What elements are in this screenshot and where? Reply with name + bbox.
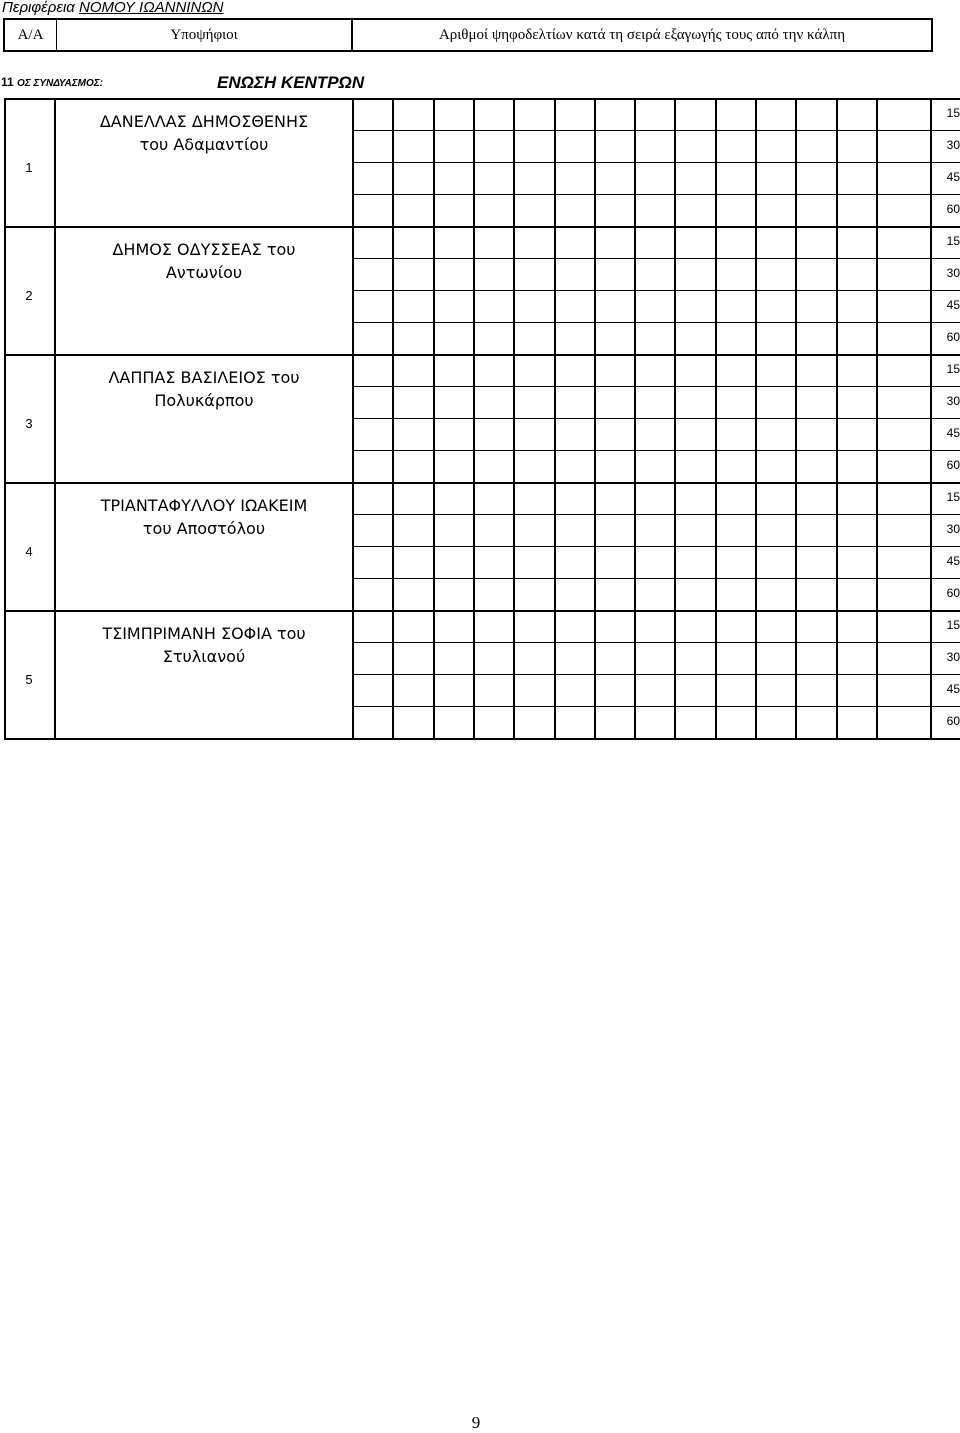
combination-number: 11 (1, 75, 14, 89)
grid-line-top (4, 98, 960, 100)
region-name: ΝΟΜΟΥ ΙΩΑΝΝΙΝΩΝ (79, 0, 224, 16)
candidate-number: 1 (25, 160, 33, 175)
grid-line-row (4, 226, 960, 228)
candidate-name-line1: ΤΣΙΜΠΡΙΜΑΝΗ ΣΟΦΙΑ του (102, 624, 306, 643)
candidate-name (56, 622, 352, 668)
ballot-tally-grid (4, 98, 960, 739)
candidate-name-line1: ΤΡΙΑΝΤΑΦΥΛΛΟΥ ΙΩΑΚΕΙΜ (100, 496, 308, 515)
header-candidates: Υποψήφιοι (57, 20, 353, 50)
region-prefix: Περιφέρεια (2, 0, 79, 16)
candidate-name (56, 366, 352, 412)
combination-title (0, 72, 600, 92)
candidate-name (56, 110, 352, 156)
candidate-name-line2: Στυλιανού (162, 647, 246, 666)
minute-mark: 45 (946, 298, 960, 312)
grid-line-row (4, 482, 960, 484)
grid-line-subrow (352, 706, 960, 707)
region-title (2, 0, 224, 16)
page-number: 9 (471, 1413, 481, 1432)
minute-mark: 15 (946, 106, 960, 120)
grid-line-row (4, 354, 960, 356)
grid-line-subrow (352, 322, 960, 323)
grid-line-subrow (352, 578, 960, 579)
minute-mark: 60 (946, 714, 960, 728)
minute-mark: 30 (946, 650, 960, 664)
minute-mark: 60 (946, 202, 960, 216)
grid-line-subrow (352, 162, 960, 163)
minute-mark: 45 (946, 554, 960, 568)
minute-mark: 15 (946, 490, 960, 504)
candidate-name-line2: του Αποστόλου (142, 519, 266, 538)
grid-line-row (4, 738, 960, 740)
candidate-name (56, 238, 352, 284)
header-ballots: Αριθμοί ψηφοδελτίων κατά τη σειρά εξαγωγής τους από την κάλπη (438, 26, 846, 43)
table-header (3, 18, 933, 52)
minute-mark: 60 (946, 458, 960, 472)
minute-mark: 15 (946, 362, 960, 376)
candidate-number: 5 (25, 672, 33, 687)
minute-mark: 45 (946, 426, 960, 440)
grid-line-subrow (352, 130, 960, 131)
grid-line-subrow (352, 418, 960, 419)
candidate-name-line2: Πολυκάρπου (154, 391, 254, 410)
candidate-name (56, 494, 352, 540)
grid-line-subrow (352, 386, 960, 387)
candidate-name-line1: ΔΑΝΕΛΛΑΣ ΔΗΜΟΣΘΕΝΗΣ (99, 112, 309, 131)
grid-line-subrow (352, 674, 960, 675)
candidate-number: 2 (25, 288, 33, 303)
minute-mark: 30 (946, 266, 960, 280)
candidate-name-line1: ΛΑΠΠΑΣ ΒΑΣΙΛΕΙΟΣ του (108, 368, 300, 387)
minute-mark: 60 (946, 330, 960, 344)
candidate-number: 3 (25, 416, 33, 431)
minute-mark: 60 (946, 586, 960, 600)
combination-name: ΕΝΩΣΗ ΚΕΝΤΡΩΝ (217, 73, 365, 92)
minute-mark: 45 (946, 170, 960, 184)
minute-mark: 15 (946, 618, 960, 632)
candidate-name-line1: ΔΗΜΟΣ ΟΔΥΣΣΕΑΣ του (112, 240, 296, 259)
combination-label: ΟΣ ΣΥΝΔΥΑΣΜΟΣ: (17, 78, 103, 89)
grid-line-subrow (352, 450, 960, 451)
candidate-name-line2: Αντωνίου (165, 263, 243, 282)
grid-line-row (4, 610, 960, 612)
minute-mark: 30 (946, 522, 960, 536)
minute-mark: 15 (946, 234, 960, 248)
grid-line-subrow (352, 258, 960, 259)
candidate-number: 4 (25, 544, 33, 559)
grid-line-subrow (352, 194, 960, 195)
minute-mark: 30 (946, 138, 960, 152)
minute-mark: 30 (946, 394, 960, 408)
minute-mark: 45 (946, 682, 960, 696)
grid-line-subrow (352, 514, 960, 515)
candidate-name-line2: του Αδαμαντίου (139, 135, 269, 154)
grid-line-subrow (352, 546, 960, 547)
header-aa: Α/Α (5, 20, 57, 50)
grid-line-subrow (352, 642, 960, 643)
grid-line-subrow (352, 290, 960, 291)
